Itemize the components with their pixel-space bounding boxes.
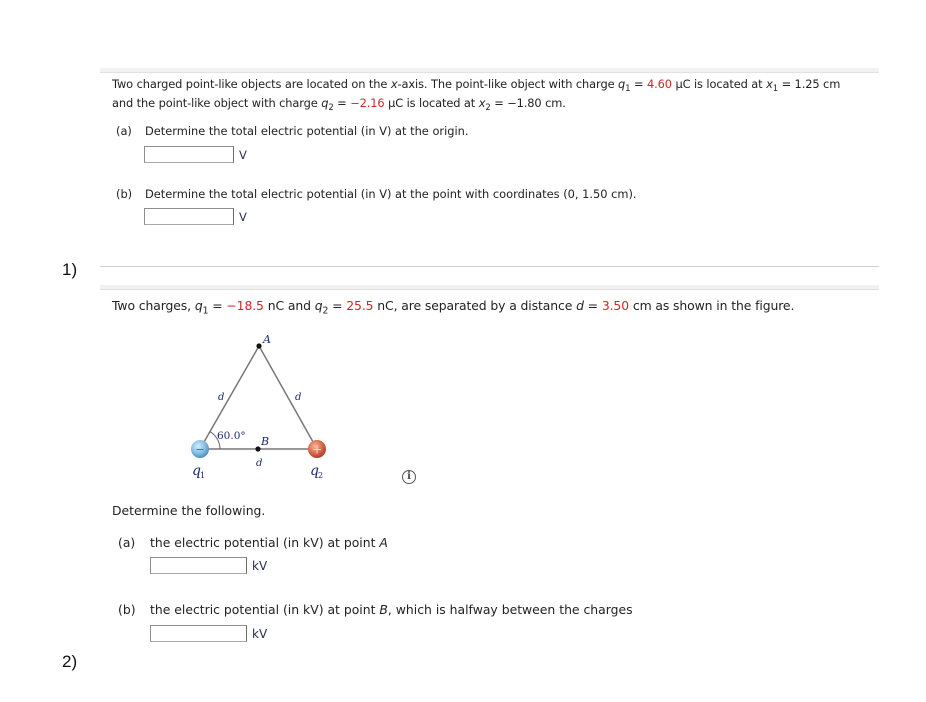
q1-value: −18.5 [226, 298, 264, 313]
problem-2-top-band [100, 285, 879, 290]
point-A [256, 343, 261, 348]
charges-triangle-figure [180, 330, 350, 490]
problem-2-part-b-input[interactable] [150, 625, 247, 642]
svg-text:d: d [295, 392, 302, 403]
problem-1-part-b-input[interactable] [144, 208, 234, 225]
point-B [255, 446, 260, 451]
q2-value: 25.5 [346, 298, 374, 313]
q2-value: −2.16 [350, 96, 385, 110]
svg-text:d: d [218, 392, 225, 403]
problem-1-part-b-prompt: (b) Determine the total electric potential (in V) at the point with coordinates (0, 1.50 cm). [116, 187, 637, 201]
problem-2-stem: Two charges, $q_1 = -18.5$ nC and $q_2 = 25.5$ nC, are separated by a distance d = 3.50 cm as shown in the figure. [112, 298, 795, 317]
side-A-q2 [259, 346, 317, 449]
d-value: 3.50 [601, 298, 630, 313]
svg-text:B: B [261, 435, 270, 448]
unit-label: V [239, 147, 247, 162]
problem-number-2: 2) [62, 652, 78, 671]
svg-text:A: A [263, 333, 271, 346]
svg-text:2: 2 [318, 471, 324, 480]
problem-2-part-a-answer [150, 557, 267, 574]
problem-2-instruction: Determine the following. [112, 503, 266, 518]
problem-2-part-a-input[interactable] [150, 557, 247, 574]
problem-1-bottom-rule [100, 266, 879, 267]
problem-1-part-a-input[interactable] [144, 146, 234, 163]
unit-label: kV [252, 558, 268, 573]
problem-1-stem-line-1: Two charged point-like objects are located on the x-axis. The point-like object with charge $q_1 = 4.60$ μC is located at $x_1 = 1.25$ cm [112, 77, 841, 94]
unit-label: kV [252, 626, 268, 641]
problem-1-part-b-answer [144, 208, 247, 225]
problem-1-top-band [100, 68, 879, 73]
svg-text:q: q [310, 463, 319, 479]
problem-2-part-b-prompt: (b) the electric potential (in kV) at point B, which is halfway between the charges [118, 602, 633, 617]
svg-text:60.0°: 60.0° [217, 430, 246, 442]
problem-number-1: 1) [62, 260, 78, 279]
problem-1-stem-line-2: and the point-like object with charge $q_2 = -2.16$ μC is located at $x_2 = -1.80$ cm. [112, 96, 566, 113]
problem-2-part-a-prompt: (a) the electric potential (in kV) at point A [118, 535, 388, 550]
q1-value: 4.60 [646, 77, 672, 91]
problem-1-part-a-prompt: (a) Determine the total electric potential (in V) at the origin. [116, 124, 469, 138]
svg-text:1: 1 [200, 471, 206, 480]
svg-text:+: + [311, 442, 323, 457]
svg-text:d: d [256, 458, 263, 469]
svg-text:−: − [195, 443, 205, 456]
svg-text:q: q [192, 463, 201, 479]
info-icon[interactable]: i [402, 470, 416, 484]
unit-label: V [239, 209, 247, 224]
problem-2-part-b-answer [150, 625, 267, 642]
problem-1-part-a-answer [144, 146, 247, 163]
